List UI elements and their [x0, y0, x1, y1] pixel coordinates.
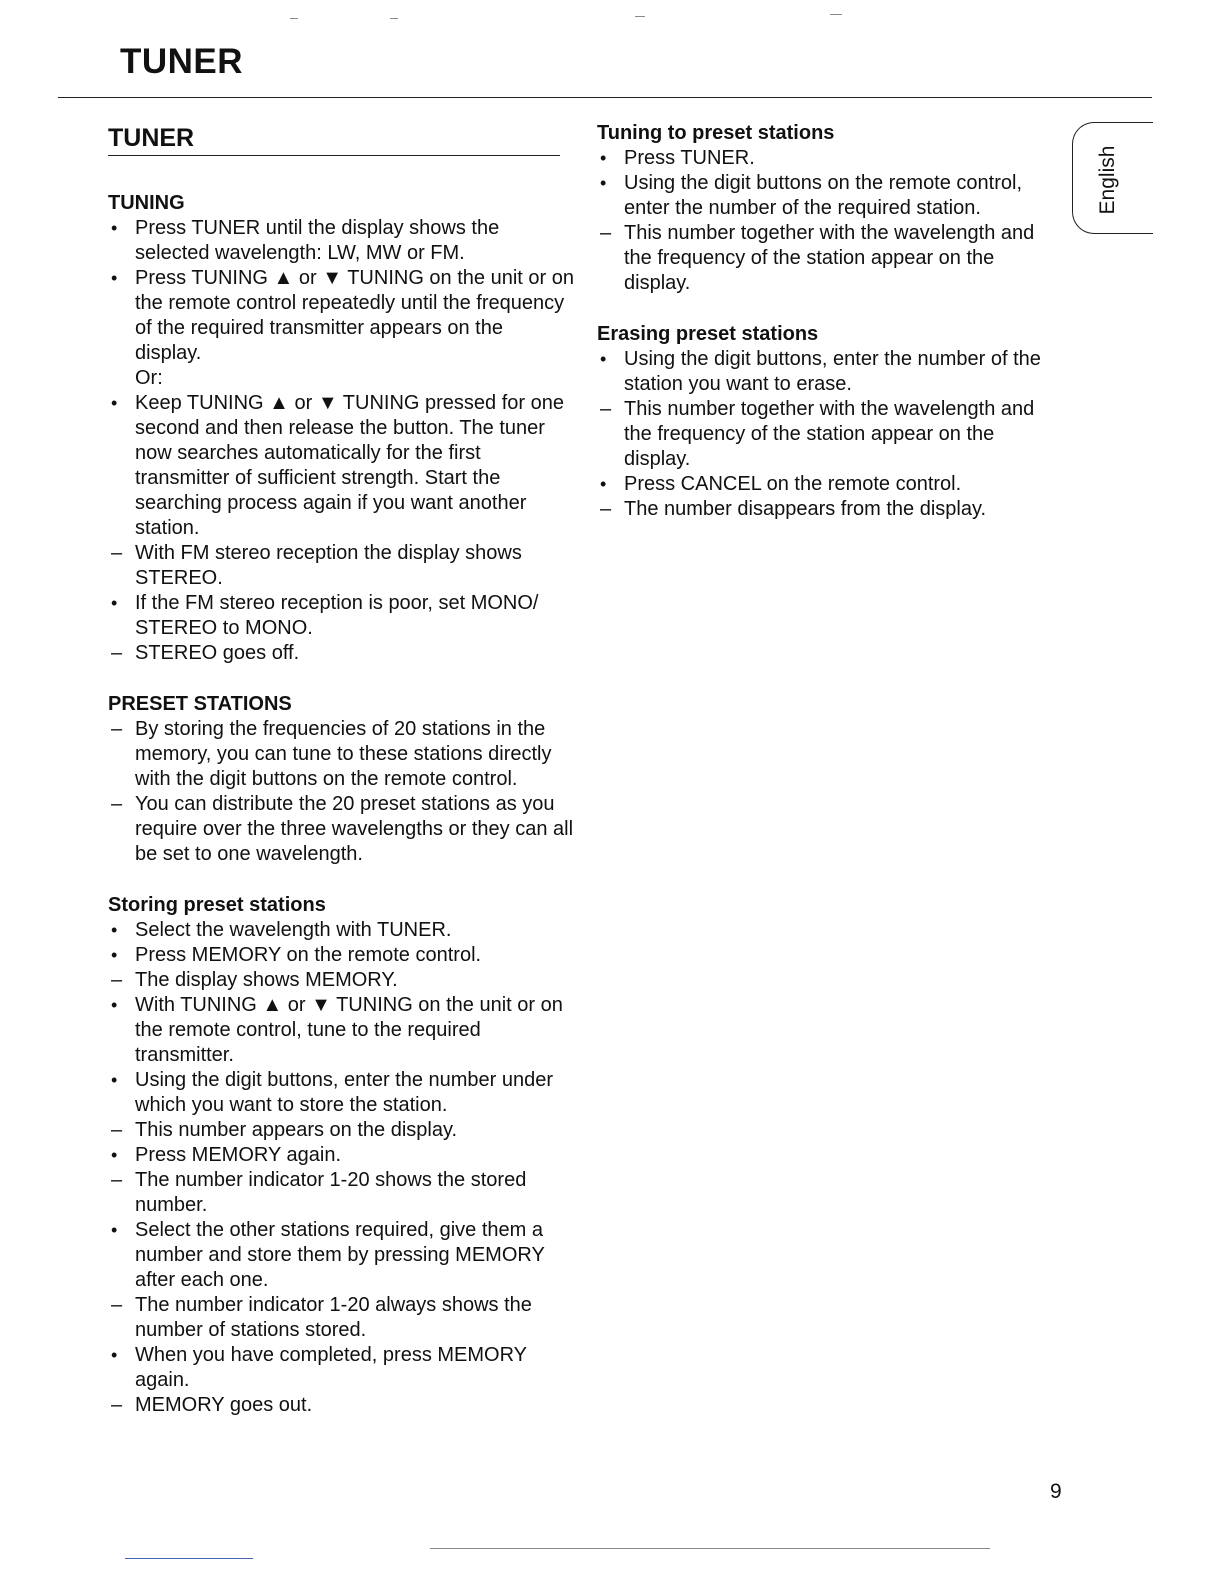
dash-marker: [600, 221, 620, 246]
scan-artifact: [290, 18, 298, 19]
bullet-marker: [111, 943, 131, 968]
language-tab-label: English: [1096, 145, 1119, 215]
dash-marker: [111, 641, 131, 666]
scan-artifact: [390, 18, 398, 19]
list-item-text: This number appears on the display.: [135, 1119, 458, 1141]
bullet-marker: [111, 918, 131, 943]
dash-marker: [600, 497, 620, 522]
header-divider: [58, 97, 1152, 98]
scan-artifact: [830, 14, 842, 15]
list-item-text: By storing the frequencies of 20 stations in the memory, you can tune to these stations directly with the digit buttons on the remote control.: [135, 718, 552, 790]
list-item: [108, 1118, 574, 1143]
bullet-marker: [111, 216, 131, 241]
bullet-marker: [111, 1068, 131, 1093]
list-item-text: The number indicator 1-20 shows the stored number.: [135, 1169, 527, 1216]
list-item-text: With TUNING ▲ or ▼ TUNING on the unit or on the remote control, tune to the required transmitter.: [135, 994, 563, 1066]
list-item: [108, 641, 574, 666]
tuning-list: [108, 216, 574, 666]
list-item: [108, 968, 574, 993]
storing-preset-list: [108, 918, 574, 1418]
list-item: [597, 171, 1059, 221]
list-item: [108, 591, 574, 641]
list-item-text: Select the wavelength with TUNER.: [135, 919, 452, 941]
list-item-text: STEREO goes off.: [135, 642, 300, 664]
list-item-text: When you have completed, press MEMORY again.: [135, 1344, 527, 1391]
list-item-text: The number disappears from the display.: [624, 498, 987, 520]
tuning-preset-list: [597, 146, 1059, 296]
list-item-text: With FM stereo reception the display shows STEREO.: [135, 542, 522, 589]
bullet-marker: [111, 1218, 131, 1243]
erasing-preset-list: [597, 347, 1059, 522]
bullet-marker: [600, 472, 620, 497]
bullet-marker: [600, 347, 620, 372]
bullet-marker: [111, 591, 131, 616]
list-item-text: If the FM stereo reception is poor, set MONO/ STEREO to MONO.: [135, 592, 539, 639]
list-item-text: Press TUNER.: [624, 147, 755, 169]
preset-stations-list: [108, 717, 574, 867]
list-item: [597, 221, 1059, 296]
right-column: [597, 121, 1059, 522]
dash-marker: [111, 717, 131, 742]
tuning-heading: TUNING: [108, 192, 185, 214]
list-item: [597, 397, 1059, 472]
scan-artifact: [635, 16, 645, 17]
list-item: [108, 541, 574, 591]
list-item-text: MEMORY goes out.: [135, 1394, 313, 1416]
list-item: [597, 146, 1059, 171]
list-item-text: This number together with the wavelength and the frequency of the station appear on the display.: [624, 398, 1035, 470]
list-item-text: The display shows MEMORY.: [135, 969, 398, 991]
list-item: [597, 497, 1059, 522]
erasing-preset-heading: Erasing preset stations: [597, 323, 819, 345]
list-item: [108, 266, 574, 366]
footer-divider: [125, 1558, 253, 1559]
list-item-text: The number indicator 1-20 always shows the number of stations stored.: [135, 1294, 532, 1341]
bullet-marker: [111, 1343, 131, 1368]
list-item: [108, 943, 574, 968]
list-item-text: Press TUNING ▲ or ▼ TUNING on the unit or on the remote control repeatedly until the frequency of the required transmitter appears on the display.: [135, 267, 574, 364]
scan-artifact: [430, 1548, 990, 1549]
dash-marker: [111, 792, 131, 817]
tuning-preset-heading: Tuning to preset stations: [597, 122, 835, 144]
list-item: [108, 792, 574, 867]
bullet-marker: [600, 146, 620, 171]
page-title: TUNER: [120, 42, 244, 81]
left-column: [108, 126, 574, 1418]
section-title: TUNER: [108, 126, 560, 156]
page-number: 9: [1050, 1480, 1062, 1503]
bullet-marker: [111, 1143, 131, 1168]
list-item-text: Keep TUNING ▲ or ▼ TUNING pressed for one second and then release the button. The tuner now searches automatically for the first transmitter of sufficient strength. Start the searching process again if you want another station.: [135, 392, 564, 539]
dash-marker: [111, 1293, 131, 1318]
dash-marker: [600, 397, 620, 422]
list-item: [108, 993, 574, 1068]
dash-marker: [111, 1168, 131, 1193]
list-item: [108, 1168, 574, 1218]
list-item-text: You can distribute the 20 preset stations as you require over the three wavelengths or they can all be set to one wavelength.: [135, 793, 574, 865]
list-item: [108, 717, 574, 792]
list-item: [108, 366, 574, 391]
list-item: [108, 1218, 574, 1293]
list-item: [597, 347, 1059, 397]
list-item: [108, 1068, 574, 1118]
list-item-text: Press CANCEL on the remote control.: [624, 473, 962, 495]
bullet-marker: [111, 391, 131, 416]
list-item-text: Press MEMORY again.: [135, 1144, 342, 1166]
list-item-text: Press MEMORY on the remote control.: [135, 944, 482, 966]
list-item: [108, 391, 574, 541]
bullet-marker: [111, 266, 131, 291]
list-item: [108, 918, 574, 943]
list-item-text: Using the digit buttons, enter the number under which you want to store the station.: [135, 1069, 554, 1116]
list-item: [597, 472, 1059, 497]
dash-marker: [111, 1393, 131, 1418]
preset-stations-heading: PRESET STATIONS: [108, 693, 292, 715]
dash-marker: [111, 968, 131, 993]
list-item: [108, 216, 574, 266]
list-item-text: Using the digit buttons, enter the number of the station you want to erase.: [624, 348, 1041, 395]
list-item-text: Or:: [135, 367, 163, 389]
list-item-text: This number together with the wavelength and the frequency of the station appear on the display.: [624, 222, 1035, 294]
list-item-text: Using the digit buttons on the remote control, enter the number of the required station.: [624, 172, 1023, 219]
dash-marker: [111, 1118, 131, 1143]
bullet-marker: [600, 171, 620, 196]
list-item: [108, 1143, 574, 1168]
list-item: [108, 1293, 574, 1343]
list-item: [108, 1343, 574, 1393]
bullet-marker: [111, 993, 131, 1018]
storing-preset-heading: Storing preset stations: [108, 894, 326, 916]
dash-marker: [111, 541, 131, 566]
list-item-text: Press TUNER until the display shows the selected wavelength: LW, MW or FM.: [135, 217, 500, 264]
list-item: [108, 1393, 574, 1418]
list-item-text: Select the other stations required, give them a number and store them by pressing MEMORY after each one.: [135, 1219, 545, 1291]
